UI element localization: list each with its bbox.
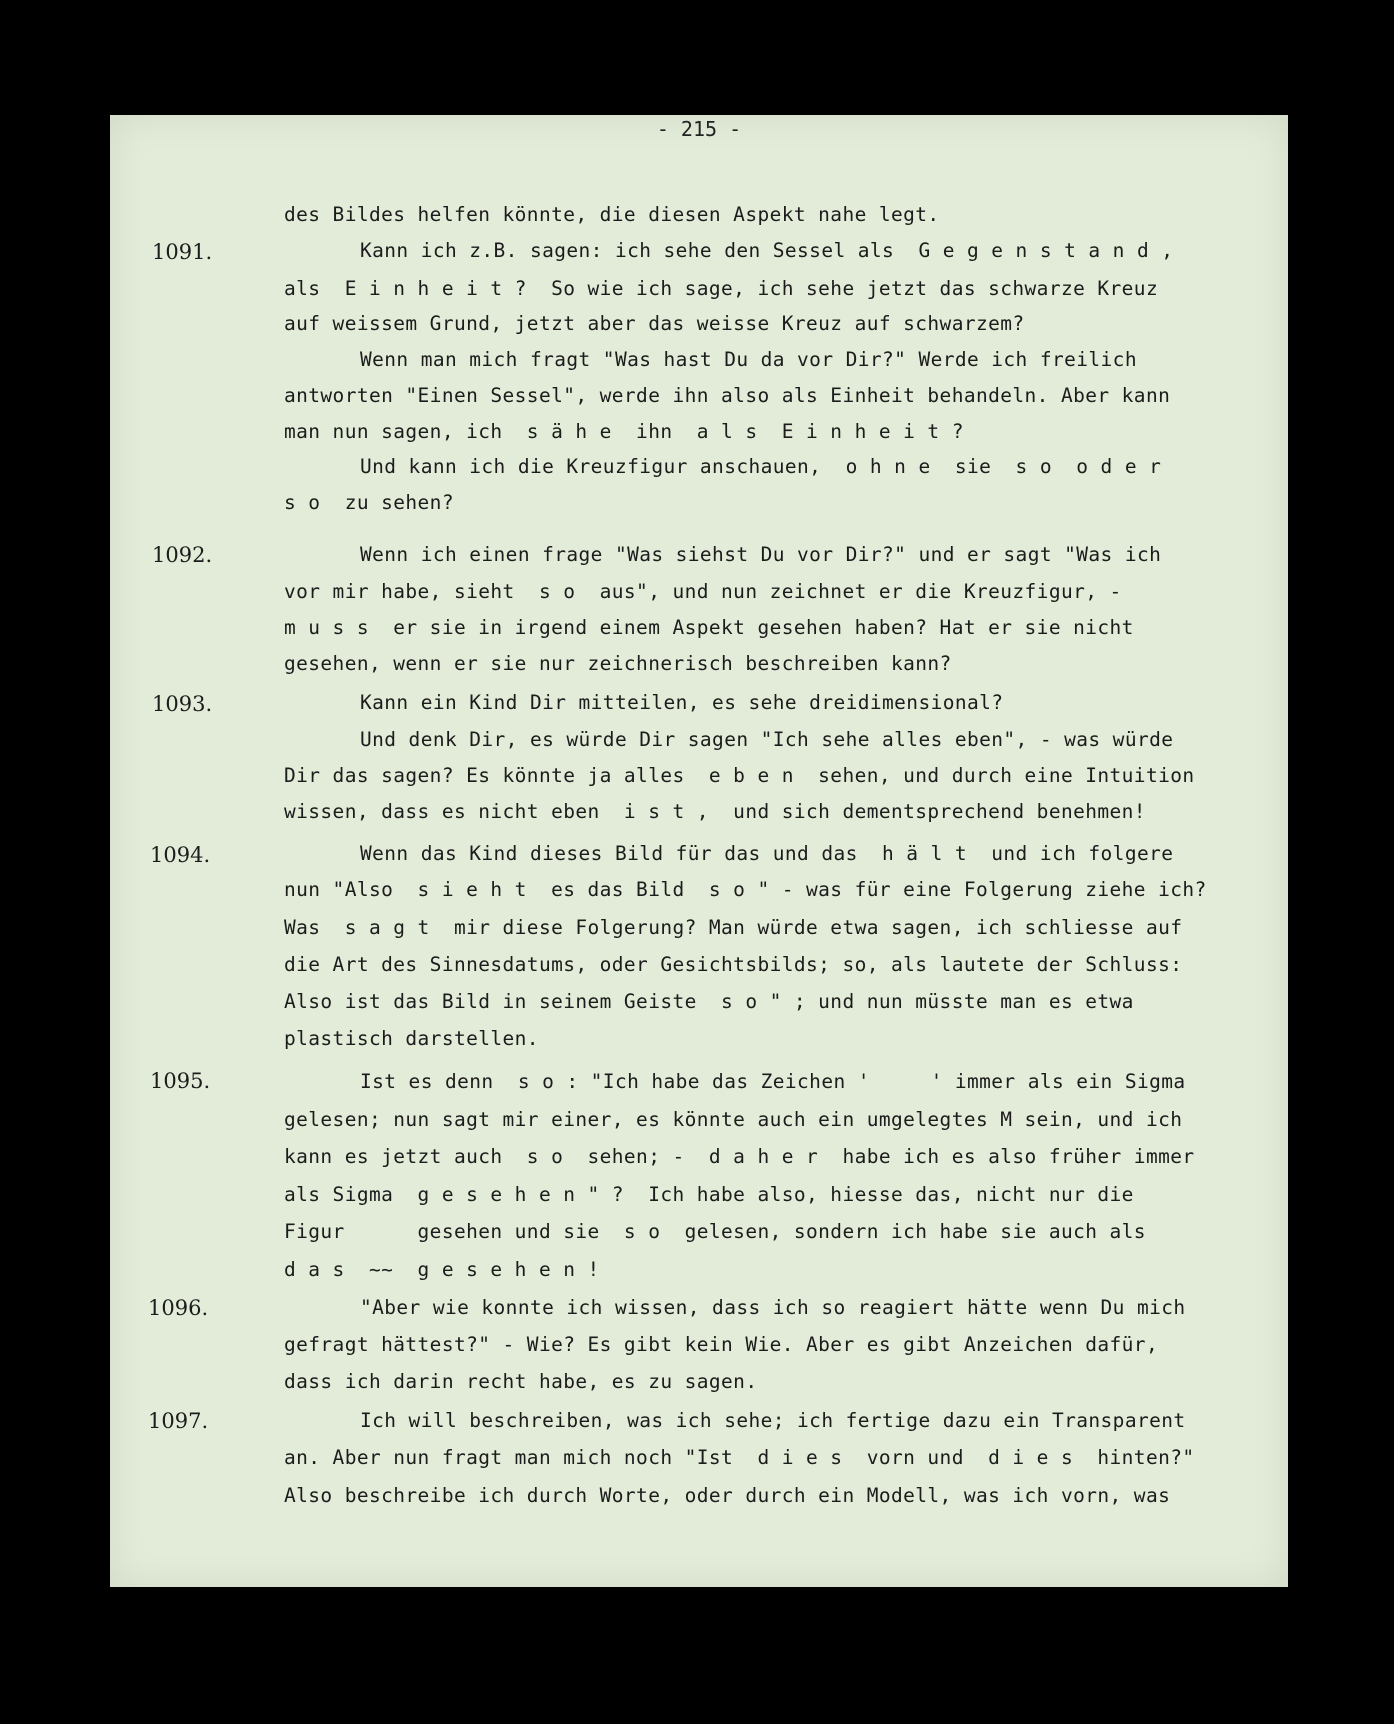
text-line: als E i n h e i t ? So wie ich sage, ich sehe jetzt das schwarze Kreuz xyxy=(284,277,1159,300)
text-line: Was s a g t mir diese Folgerung? Man würde etwa sagen, ich schliesse auf xyxy=(284,916,1183,939)
paragraph-number: 1091. xyxy=(152,240,213,264)
text-line: an. Aber nun fragt man mich noch "Ist d i e s vorn und d i e s hinten?" xyxy=(284,1446,1195,1469)
text-line: Kann ein Kind Dir mitteilen, es sehe dreidimensional? xyxy=(360,691,1004,714)
text-line: "Aber wie konnte ich wissen, dass ich so reagiert hätte wenn Du mich xyxy=(360,1296,1186,1319)
text-line: des Bildes helfen könnte, die diesen Aspekt nahe legt. xyxy=(284,203,940,226)
text-line: Also ist das Bild in seinem Geiste s o " ; und nun müsste man es etwa xyxy=(284,990,1134,1013)
page-number: - 215 - xyxy=(656,117,742,141)
paragraph-number: 1097. xyxy=(148,1409,209,1433)
text-line: Und denk Dir, es würde Dir sagen "Ich sehe alles eben", - was würde xyxy=(360,728,1174,751)
text-line: Ist es denn s o : "Ich habe das Zeichen ' ' immer als ein Sigma xyxy=(360,1070,1186,1093)
paragraph-number: 1092. xyxy=(152,543,213,567)
text-line: m u s s er sie in irgend einem Aspekt gesehen haben? Hat er sie nicht xyxy=(284,616,1134,639)
text-line: plastisch darstellen. xyxy=(284,1027,539,1050)
text-line: kann es jetzt auch s o sehen; - d a h e r habe ich es also früher immer xyxy=(284,1145,1195,1168)
text-line: man nun sagen, ich s ä h e ihn a l s E i n h e i t ? xyxy=(284,420,964,443)
paragraph-number: 1093. xyxy=(152,692,213,716)
text-line: Und kann ich die Kreuzfigur anschauen, o h n e sie s o o d e r xyxy=(360,455,1162,478)
text-line: Wenn ich einen frage "Was siehst Du vor Dir?" und er sagt "Was ich xyxy=(360,543,1162,566)
text-line: Kann ich z.B. sagen: ich sehe den Sessel als G e g e n s t a n d , xyxy=(360,239,1174,262)
text-line: Also beschreibe ich durch Worte, oder durch ein Modell, was ich vorn, was xyxy=(284,1484,1171,1507)
text-line: wissen, dass es nicht eben i s t , und sich dementsprechend benehmen! xyxy=(284,800,1146,823)
text-line: antworten "Einen Sessel", werde ihn also als Einheit behandeln. Aber kann xyxy=(284,384,1171,407)
text-line: gelesen; nun sagt mir einer, es könnte auch ein umgelegtes M sein, und ich xyxy=(284,1108,1183,1131)
text-line: Ich will beschreiben, was ich sehe; ich fertige dazu ein Transparent xyxy=(360,1409,1186,1432)
text-line: nun "Also s i e h t es das Bild s o " - was für eine Folgerung ziehe ich? xyxy=(284,878,1207,901)
text-line: gesehen, wenn er sie nur zeichnerisch beschreiben kann? xyxy=(284,652,952,675)
text-line: auf weissem Grund, jetzt aber das weisse Kreuz auf schwarzem? xyxy=(284,312,1025,335)
text-line: dass ich darin recht habe, es zu sagen. xyxy=(284,1370,758,1393)
typed-page xyxy=(110,115,1288,1587)
text-line: Wenn das Kind dieses Bild für das und das h ä l t und ich folgere xyxy=(360,842,1174,865)
text-line: Wenn man mich fragt "Was hast Du da vor Dir?" Werde ich freilich xyxy=(360,348,1137,371)
text-line: als Sigma g e s e h e n " ? Ich habe also, hiesse das, nicht nur die xyxy=(284,1183,1134,1206)
text-line: Figur gesehen und sie s o gelesen, sondern ich habe sie auch als xyxy=(284,1220,1146,1243)
text-line: s o zu sehen? xyxy=(284,491,454,514)
text-line: d a s ~~ g e s e h e n ! xyxy=(284,1258,600,1281)
paragraph-number: 1094. xyxy=(150,843,211,867)
paragraph-number: 1095. xyxy=(150,1069,211,1093)
text-line: Dir das sagen? Es könnte ja alles e b e n sehen, und durch eine Intuition xyxy=(284,764,1195,787)
paragraph-number: 1096. xyxy=(148,1296,209,1320)
text-line: vor mir habe, sieht s o aus", und nun zeichnet er die Kreuzfigur, - xyxy=(284,580,1122,603)
text-line: die Art des Sinnesdatums, oder Gesichtsbilds; so, als lautete der Schluss: xyxy=(284,953,1183,976)
text-line: gefragt hättest?" - Wie? Es gibt kein Wie. Aber es gibt Anzeichen dafür, xyxy=(284,1333,1159,1356)
